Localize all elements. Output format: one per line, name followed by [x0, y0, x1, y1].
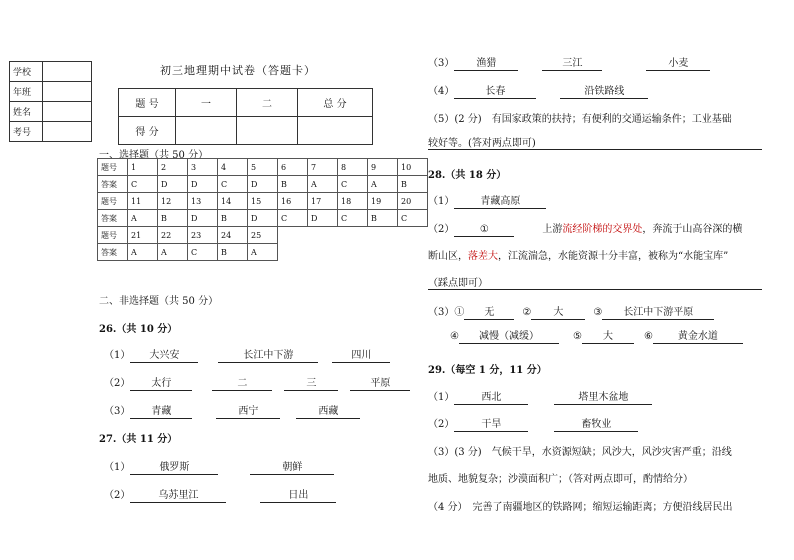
- answer-text: （踩点即可）: [428, 274, 762, 290]
- answer-line: [104, 486, 336, 503]
- circled-number: ①: [454, 307, 465, 318]
- student-info-table: [9, 61, 92, 142]
- mcq-cell: C: [398, 210, 428, 227]
- item-number: （2）: [428, 224, 455, 235]
- score-row-label: 得 分: [119, 117, 176, 145]
- question-heading: 28.（共 18 分）: [428, 170, 507, 181]
- mcq-cell: B: [158, 210, 188, 227]
- mcq-cell: 11: [128, 193, 158, 210]
- info-label: 姓名: [10, 102, 43, 122]
- answer-blank: 渔猎: [454, 58, 518, 71]
- answer-blank: 西藏: [296, 406, 360, 419]
- mcq-cell: 18: [338, 193, 368, 210]
- mcq-cell: 题号: [98, 227, 128, 244]
- mcq-cell: A: [128, 244, 158, 261]
- answer-line: [428, 192, 546, 209]
- answer-blank: 减慢（减缓）: [459, 331, 559, 344]
- answer-blank: 大兴安: [130, 350, 198, 363]
- mcq-cell: 5: [248, 159, 278, 176]
- answer-text: （3）(3 分) 气候干旱，水资源短缺；风沙大，风沙灾害严重；沿线: [428, 447, 732, 458]
- circled-number: ③: [593, 307, 603, 318]
- mcq-cell: 20: [398, 193, 428, 210]
- mcq-answer-table: [97, 158, 428, 261]
- answer-line: [428, 82, 648, 99]
- mcq-cell: D: [188, 210, 218, 227]
- mcq-cell: 答案: [98, 210, 128, 227]
- answer-line: [428, 415, 638, 432]
- mcq-cell: D: [158, 176, 188, 193]
- mcq-cell: A: [368, 176, 398, 193]
- answer-blank: 沿铁路线: [560, 86, 648, 99]
- score-header: 总 分: [298, 89, 373, 117]
- answer-line: [450, 331, 743, 344]
- mcq-cell: 16: [278, 193, 308, 210]
- question-heading: 29.（每空 1 分，11 分）: [428, 365, 547, 376]
- section-heading: 二、非选择题（共 50 分）: [99, 296, 219, 307]
- mcq-cell: 15: [248, 193, 278, 210]
- mcq-cell: 8: [338, 159, 368, 176]
- answer-blank: 大: [582, 331, 634, 344]
- mcq-cell: 17: [308, 193, 338, 210]
- answer-blank: 平原: [350, 378, 410, 391]
- answer-blank: 朝鲜: [250, 462, 334, 475]
- item-number: （1）: [428, 196, 455, 207]
- mcq-cell: B: [398, 176, 428, 193]
- mcq-cell: 19: [368, 193, 398, 210]
- answer-line: [104, 458, 334, 475]
- mcq-cell: B: [368, 210, 398, 227]
- mcq-cell: D: [188, 176, 218, 193]
- answer-line: [104, 346, 390, 363]
- mcq-cell: B: [218, 244, 248, 261]
- mcq-cell: 9: [368, 159, 398, 176]
- answer-blank: 日出: [260, 490, 336, 503]
- mcq-cell: A: [308, 176, 338, 193]
- answer-blank: 三: [284, 378, 338, 391]
- answer-line: [104, 402, 360, 419]
- mcq-cell: 答案: [98, 176, 128, 193]
- mcq-cell: 题号: [98, 159, 128, 176]
- answer-line: [428, 388, 652, 405]
- score-cell[interactable]: [176, 117, 237, 145]
- item-number: （3）: [428, 58, 455, 69]
- answer-line: [428, 54, 710, 71]
- item-number: （1）: [104, 462, 131, 473]
- answer-blank: 长江中下游: [218, 350, 318, 363]
- mcq-cell: B: [218, 210, 248, 227]
- page-title: 初三地理期中试卷（答题卡）: [160, 64, 316, 77]
- mcq-cell: 1: [128, 159, 158, 176]
- mcq-cell: 23: [188, 227, 218, 244]
- highlight-text: 流经阶梯的交界处: [562, 224, 643, 235]
- info-field[interactable]: [43, 62, 92, 82]
- item-number: （1）: [104, 350, 131, 361]
- mcq-cell: 24: [218, 227, 248, 244]
- answer-blank: 塔里木盆地: [554, 392, 652, 405]
- answer-blank: 干旱: [454, 419, 528, 432]
- answer-text: （4 分） 完善了南疆地区的铁路网；缩短运输距离；方便沿线居民出: [428, 502, 733, 513]
- mcq-cell: A: [248, 244, 278, 261]
- mcq-cell: C: [338, 210, 368, 227]
- circled-number: ④: [450, 331, 459, 342]
- answer-blank: 三江: [542, 58, 602, 71]
- mcq-cell: 4: [218, 159, 248, 176]
- mcq-cell: 2: [158, 159, 188, 176]
- answer-line: [428, 303, 714, 320]
- answer-blank: 黄金水道: [653, 331, 743, 344]
- mcq-cell: 25: [248, 227, 278, 244]
- question-heading: 26.（共 10 分）: [99, 324, 178, 335]
- answer-blank: 二: [212, 378, 272, 391]
- question-heading: 27.（共 11 分）: [99, 434, 178, 445]
- highlight-text: 落差大: [468, 251, 498, 262]
- mcq-cell: 12: [158, 193, 188, 210]
- answer-text: ，江流湍急，水能资源十分丰富，被称为“水能宝库”: [498, 251, 729, 262]
- info-field[interactable]: [43, 122, 92, 142]
- mcq-cell: 7: [308, 159, 338, 176]
- item-number: （4）: [428, 86, 455, 97]
- mcq-cell: 10: [398, 159, 428, 176]
- score-cell[interactable]: [298, 117, 373, 145]
- answer-text: 较好等。(答对两点即可): [428, 134, 762, 150]
- info-label: 考号: [10, 122, 43, 142]
- mcq-cell: D: [248, 176, 278, 193]
- mcq-cell: 21: [128, 227, 158, 244]
- mcq-cell: 3: [188, 159, 218, 176]
- mcq-cell: 13: [188, 193, 218, 210]
- answer-blank: 青藏高原: [454, 196, 546, 209]
- item-number: （2）: [104, 490, 131, 501]
- score-table: [118, 88, 373, 145]
- mcq-cell: 6: [278, 159, 308, 176]
- answer-blank: 西宁: [216, 406, 280, 419]
- answer-text: （5）(2 分) 有国家政策的扶持；有便利的交通运输条件；工业基础: [428, 114, 732, 125]
- info-field[interactable]: [43, 82, 92, 102]
- mcq-cell: D: [308, 210, 338, 227]
- item-number: （3）: [428, 307, 455, 318]
- answer-blank: 俄罗斯: [130, 462, 218, 475]
- answer-blank: 畜牧业: [554, 419, 638, 432]
- mcq-cell: C: [128, 176, 158, 193]
- info-label: 学校: [10, 62, 43, 82]
- answer-blank: 乌苏里江: [130, 490, 226, 503]
- item-number: （2）: [104, 378, 131, 389]
- answer-line: [428, 247, 728, 262]
- mcq-cell: 22: [158, 227, 188, 244]
- mcq-cell: D: [248, 210, 278, 227]
- answer-line: [428, 220, 742, 237]
- info-label: 年班: [10, 82, 43, 102]
- answer-text: 地质、地貌复杂；沙漠面积广；（答对两点即可，酌情给分）: [428, 474, 693, 485]
- answer-blank: 无: [464, 307, 514, 320]
- circled-number: ⑥: [643, 331, 653, 342]
- answer-line: [104, 374, 410, 391]
- answer-blank: ①: [454, 224, 514, 237]
- item-number: （2）: [428, 419, 455, 430]
- mcq-cell: B: [278, 176, 308, 193]
- mcq-cell: C: [188, 244, 218, 261]
- score-cell[interactable]: [237, 117, 298, 145]
- score-header: 二: [237, 89, 298, 117]
- answer-blank: 太行: [130, 378, 192, 391]
- answer-blank: 四川: [332, 350, 390, 363]
- mcq-cell: A: [128, 210, 158, 227]
- mcq-cell: 14: [218, 193, 248, 210]
- answer-blank: 小麦: [646, 58, 710, 71]
- mcq-cell: 题号: [98, 193, 128, 210]
- answer-text: ，奔流于山高谷深的横: [642, 224, 743, 235]
- score-header: 题 号: [119, 89, 176, 117]
- answer-text: 断山区，: [428, 251, 468, 262]
- circled-number: ②: [522, 307, 532, 318]
- score-header: 一: [176, 89, 237, 117]
- section-heading: 一、选择题（共 50 分）: [99, 150, 209, 161]
- answer-text: 上游: [542, 224, 563, 235]
- circled-number: ⑤: [572, 331, 582, 342]
- mcq-cell: C: [218, 176, 248, 193]
- mcq-cell: 答案: [98, 244, 128, 261]
- item-number: （1）: [428, 392, 455, 403]
- mcq-cell: C: [278, 210, 308, 227]
- info-field[interactable]: [43, 102, 92, 122]
- mcq-cell: C: [338, 176, 368, 193]
- answer-blank: 长江中下游平原: [602, 307, 714, 320]
- answer-blank: 长春: [454, 86, 536, 99]
- answer-blank: 西北: [454, 392, 528, 405]
- item-number: （3）: [104, 406, 131, 417]
- answer-blank: 青藏: [130, 406, 192, 419]
- mcq-cell: A: [158, 244, 188, 261]
- answer-blank: 大: [531, 307, 585, 320]
